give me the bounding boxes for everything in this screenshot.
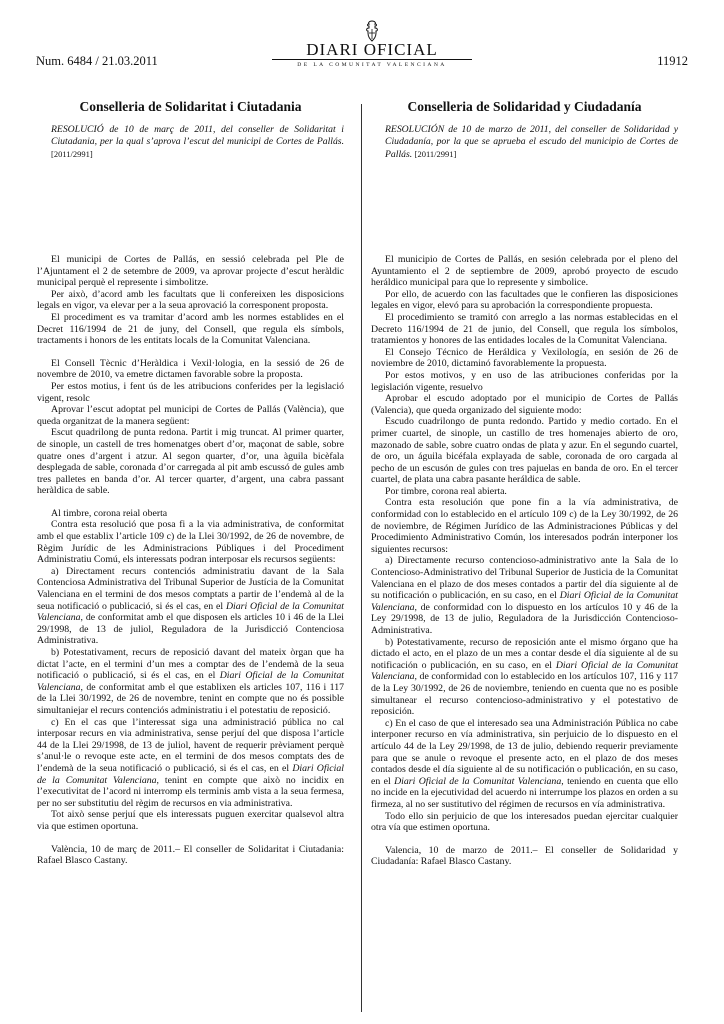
- reference-code: [2011/2991]: [414, 149, 457, 160]
- paragraph: Escudo cuadrilongo de punta redondo. Partido y medio cortado. En el primer cuartel, de sinople, un castillo de tres homenajes abierto de oro, mazonado de sable, sobre cuatro ondas de plata y azur. En el segundo cuartel, de oro, un águila bicéfala explayada de sable, coronada de oro cargada al pecho de un escusón de gules con tres pajuelas en banda de oro. En el tercer cuartel, de plata una cabra pasante heráldica de sable.: [371, 416, 678, 486]
- right-column-body: [371, 254, 678, 868]
- paragraph: b) Potestativamente, recurso de reposición ante el mismo órgano que ha dictado el acto, en el plazo de un mes a contar desde el día siguiente al de su notificación o publicación, en su caso, en el Diari Oficial de la Comunitat Valenciana, de conformidad con lo establecido en los artículos 107, 116 y 117 de la Ley 30/1992, de 26 de noviembre, teniendo en cuenta que no es posible simultanear el recurso contencioso-administrativo y el potestativo de reposición.: [371, 636, 678, 718]
- reference-code: [2011/2991]: [51, 149, 93, 160]
- resolution-text: RESOLUCIÓ de 10 de març de 2011, del conseller de Solidaritat i Ciutadania, per la qual s’aprova l’escut del municipi de Cortes de Pallás.: [51, 124, 344, 148]
- paragraph: Por timbre, corona real abierta.: [385, 485, 507, 497]
- page-number: 11912: [657, 54, 688, 68]
- paragraph: Tot això sense perjuí que els interessats puguen exercitar qualsevol altra via que estimen oportuna.: [37, 809, 344, 832]
- paragraph: Contra esta resolució que posa fi a la via administrativa, de conformitat amb el que establix l’article 109 c) de la Llei 30/1992, de 26 de novembre, de Règim Jurídic de les Administracions Públiques i del Procediment Administratiu Comú, els interessats podran interposar els recursos següents:: [37, 519, 344, 566]
- issue-number: Num. 6484 / 21.03.2011: [36, 54, 158, 68]
- paragraph: Contra esta resolución que pone fin a la vía administrativa, de conformidad con lo establecido en el artículo 109 c) de la Ley 30/1992, de 26 de noviembre, de Régimen Jurídico de las Administraciones Públicas y del Procedimiento Administrativo Común, los interesados podrán interponer los siguientes recursos:: [371, 497, 678, 555]
- signature: Valencia, 10 de marzo de 2011.– El conseller de Solidaridad y Ciudadanía: Rafael Blasco Castany.: [371, 844, 678, 868]
- paragraph: Por ello, de acuerdo con las facultades que le confieren las disposiciones legales en vigor, elevó para su aprobación la correspondiente propuesta.: [371, 288, 678, 312]
- paragraph: Escut quadrilong de punta redona. Partit i mig truncat. Al primer quarter, de sinople, un castell de tres homenatges obert d’or, maçonat de sable, sobre quatre ones d’argent i atzur. Al segon quarter, d’or, una àguila bicèfala desplegada de sable, coronada d’or carregada al pit amb escussó de gules amb tres palletes en banda d’or. Al tercer quarter, d’argent, una cabra passant heràldica de sable.: [37, 427, 344, 497]
- paragraph: a) Directament recurs contenciós administratiu davant de la Sala Contenciosa Administrativa del Tribunal Superior de Justícia de la Comunitat Valenciana en el termini de dos mesos comptats a partir de l’endemà al de la seua notificació o publicació, si és el cas, en el Diari Oficial de la Comunitat Valenciana, de conformitat amb el que disposen els articles 10 i 46 de la Llei 29/1998, de 13 de juliol, Reguladora de la Jurisdicció Contenciosa Administrativa.: [37, 565, 344, 647]
- department-title: Conselleria de Solidaridad y Ciudadanía: [407, 99, 642, 114]
- paragraph: El municipi de Cortes de Pallás, en sessió celebrada pel Ple de l’Ajuntament el 2 de setembre de 2009, va aprovar projecte d’escut heràldic municipal perquè el represente i simbolitze.: [37, 254, 344, 289]
- paragraph: El Consell Tècnic d’Heràldica i Vexil·lologia, en la sessió de 26 de novembre de 2010, va emetre dictamen favorable sobre la proposta.: [37, 357, 344, 381]
- paragraph: Por estos motivos, y en uso de las atribuciones conferidas por la legislación vigente, resuelvo: [371, 369, 678, 393]
- paragraph: a) Directamente recurso contencioso-administrativo ante la Sala de lo Contencioso-Administrativo del Tribunal Superior de Justicia de la Comunitat Valenciana en el plazo de dos meses contados a partir del día siguiente al de su notificación o publicación, en su caso, en el Diari Oficial de la Comunitat Valenciana, de conformidad con lo dispuesto en los artículos 10 y 46 de la Ley 29/1998, de 13 de julio, Reguladora de la Jurisdicción Contencioso-Administrativa.: [371, 555, 678, 636]
- paragraph: c) En el caso de que el interesado sea una Administración Pública no cabe interponer recurso en vía administrativa, sin perjuicio de lo dispuesto en el artículo 44 de la Ley 29/1998, de 13 de julio, debiendo requerir previamente para que se anule o revoque el presente acto, en el plazo de dos meses contados desde el día siguiente al de su notificación o publicación, en su caso, en el Diari Oficial de la Comunitat Valenciana, teniendo en cuenta que ello no incide en la ejecutividad del acuerdo ni interrumpe los plazos en orden a su firmeza, al no ser sustitutivo del régimen de recursos en vía administrativa.: [371, 717, 678, 810]
- resolution-summary: [51, 124, 344, 162]
- paragraph: El municipio de Cortes de Pallás, en sesión celebrada por el pleno del Ayuntamiento el 2 de septiembre de 2009, aprobó proyecto de escudo heráldico municipal para que lo represente y simbolice.: [371, 254, 678, 289]
- paragraph: El Consejo Técnico de Heráldica y Vexilología, en sesión de 26 de noviembre de 2010, dictaminó favorablemente la propuesta.: [371, 346, 678, 370]
- left-column-body: [37, 254, 344, 867]
- paragraph: Al timbre, corona reial oberta: [51, 507, 168, 519]
- resolution-text: RESOLUCIÓN de 10 de marzo de 2011, del conseller de Solidaridad y Ciudadanía, por la que se aprueba el escudo del municipio de Cortes de Pallás.: [385, 124, 678, 161]
- paragraph: b) Potestativament, recurs de reposició davant del mateix òrgan que ha dictat l’acte, en el termini d’un mes a comptar des de l’endemà de la seua notificació o publicació, si és el cas, en el Diari Oficial de la Comunitat Valenciana, de conformitat amb el que establixen els articles 107, 116 i 117 de la Llei 30/1992, de 26 de novembre, tenint en compte que no és possible simultaniejar el recurs contenciós administratiu i el potestatiu de reposició.: [37, 647, 344, 716]
- left-column-heading: [37, 98, 344, 162]
- column-divider: [361, 104, 362, 1012]
- paragraph: El procedimiento se tramitó con arreglo a las normas establecidas en el Decreto 116/1994 de 21 de junio, del Consell, que regula los símbolos, tratamientos y honores de las entidades locales de la Comunitat Valenciana.: [371, 311, 678, 347]
- masthead-rule: [272, 59, 472, 60]
- paragraph: Todo ello sin perjuicio de que los interesados puedan ejercitar cualquier otra vía que estimen oportuna.: [371, 810, 678, 834]
- department-title: Conselleria de Solidaritat i Ciutadania: [79, 99, 302, 114]
- masthead-subtitle: DE LA COMUNITAT VALENCIANA: [297, 62, 447, 68]
- masthead: [272, 20, 472, 74]
- paragraph: El procediment es va tramitar d’acord amb les normes establides en el Decret 116/1994 de 21 de juny, del Consell, que regula els símbols, tractaments i honors de les entitats locals de la Comunitat Valenciana.: [37, 311, 344, 347]
- resolution-summary: [385, 124, 678, 162]
- right-column-heading: [371, 98, 678, 162]
- paragraph: Per això, d’acord amb les facultats que li confereixen les disposicions legals en vigor, va elevar per a la seua aprovació la corresponent proposta.: [37, 288, 344, 312]
- coat-of-arms-icon: [363, 20, 381, 42]
- signature: València, 10 de març de 2011.– El conseller de Solidaritat i Ciutadania: Rafael Blasco Castany.: [37, 843, 344, 867]
- paragraph: Aprovar l’escut adoptat pel municipi de Cortes de Pallás (València), que queda organitzat de la manera següent:: [37, 404, 344, 427]
- paragraph: Per estos motius, i fent ús de les atribucions conferides per la legislació vigent, resolc: [37, 380, 344, 404]
- paragraph: Aprobar el escudo adoptado por el municipio de Cortes de Pallás (Valencia), que queda organizado del siguiente modo:: [371, 393, 678, 416]
- paragraph: c) En el cas que l’interessat siga una administració pública no cal interposar recurs en via administrativa, sense perjuí del que disposa l’article 44 de la Llei 29/1998, de 13 de juliol, havent de requerir prèviament perquè s’anul·le o revoque este acte, en el termini de dos mesos comptats des de l’endemà de la seua notificació o publicació, si és el cas, en el Diari Oficial de la Comunitat Valenciana, tenint en compte que això no incidix en l’executivitat de l’acord ni interromp els terminis amb vista a la seua fermesa, per no ser substitutiu del règim de recursos en via administrativa.: [37, 716, 344, 809]
- page-header: [36, 20, 688, 74]
- masthead-title: DIARI OFICIAL: [306, 40, 438, 59]
